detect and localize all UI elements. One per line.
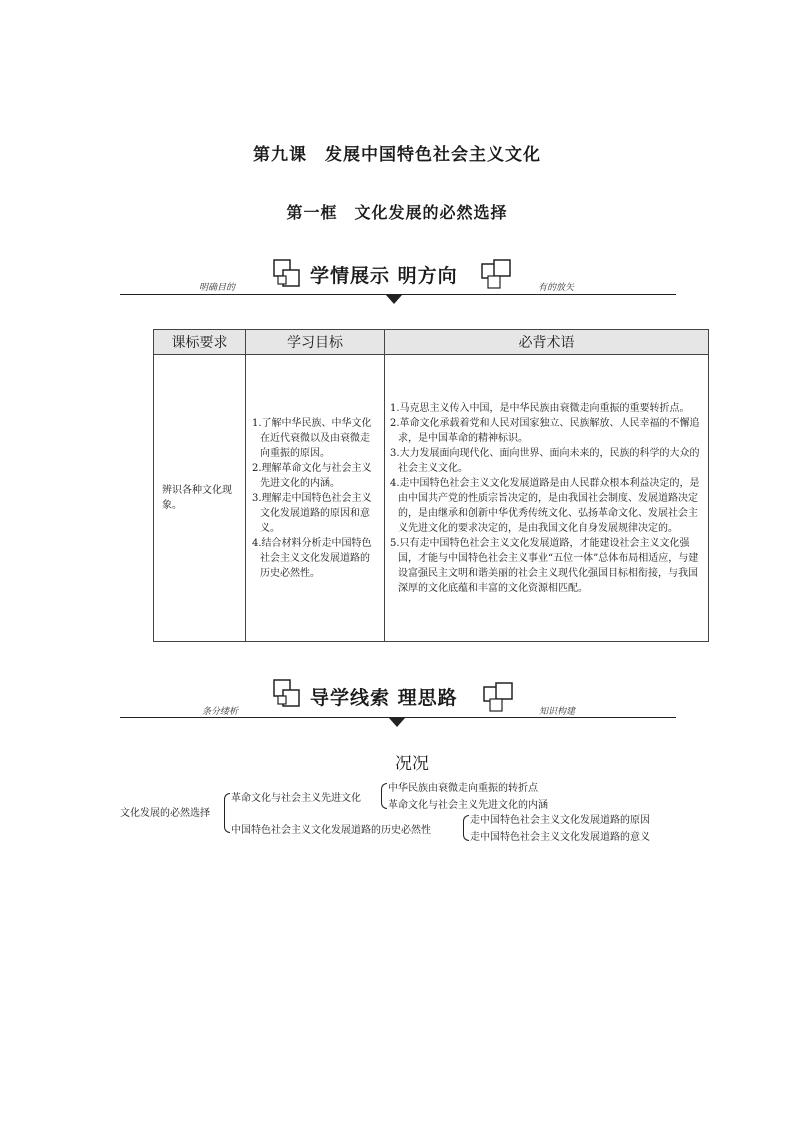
banner-heading: 学情展示 明方向 bbox=[310, 265, 458, 287]
banner-right-squares-icon bbox=[482, 681, 516, 715]
goal-item: 4.结合材料分析走中国特色社会主义文化发展道路的历史必然性。 bbox=[252, 537, 372, 579]
mindmap-root: 文化发展的必然选择 bbox=[120, 808, 210, 819]
knowledge-mindmap bbox=[0, 745, 794, 855]
standard-cell: 辨识各种文化现象。 bbox=[154, 355, 246, 642]
banner-learning-situation bbox=[0, 255, 794, 305]
banner-right-note: 知识构建 bbox=[539, 707, 576, 717]
mindmap-leaf: 中华民族由衰微走向重振的转折点 bbox=[388, 783, 538, 794]
mindmap-brace bbox=[381, 783, 387, 809]
header-goals: 学习目标 bbox=[246, 330, 385, 355]
learning-goals-table bbox=[153, 329, 709, 642]
terms-cell bbox=[385, 355, 709, 642]
mindmap-brace bbox=[224, 793, 230, 833]
banner-pointer bbox=[386, 295, 402, 304]
lesson-title: 第九课 发展中国特色社会主义文化 bbox=[253, 145, 541, 165]
banner-right-squares-icon bbox=[480, 258, 514, 292]
banner-left-squares-icon bbox=[272, 678, 302, 710]
goal-item: 2.理解革命文化与社会主义先进文化的内涵。 bbox=[252, 462, 372, 489]
banner-left-note: 条分缕析 bbox=[202, 707, 239, 717]
banner-pointer bbox=[389, 718, 405, 727]
mindmap-branch: 革命文化与社会主义先进文化 bbox=[231, 793, 361, 804]
header-standard: 课标要求 bbox=[154, 330, 246, 355]
goal-item: 1.了解中华民族、中华文化在近代衰微以及由衰微走向重振的原因。 bbox=[252, 417, 372, 459]
section-title: 第一框 文化发展的必然选择 bbox=[286, 203, 508, 222]
header-terms: 必背术语 bbox=[385, 330, 709, 355]
mindmap-branch: 中国特色社会主义文化发展道路的历史必然性 bbox=[231, 825, 431, 836]
term-item: 3.大力发展面向现代化、面向世界、面向未来的，民族的科学的大众的社会主义文化。 bbox=[390, 447, 700, 474]
mindmap-label-top: 况况 bbox=[395, 754, 429, 774]
goals-cell bbox=[246, 355, 385, 642]
banner-heading: 导学线索 理思路 bbox=[310, 687, 458, 709]
banner-left-squares-icon bbox=[272, 258, 302, 290]
term-item: 5.只有走中国特色社会主义文化发展道路，才能建设社会主义文化强国，才能与中国特色社会主义事业“五位一体”总体布局相适应，与建设富强民主文明和谐美丽的社会主义现代化强国目标相衔接，与我国深厚的文化底蕴和丰富的文化资源相匹配。 bbox=[390, 537, 699, 594]
banner-left-note: 明确目的 bbox=[199, 283, 236, 293]
mindmap-leaf: 革命文化与社会主义先进文化的内涵 bbox=[388, 800, 548, 811]
banner-study-guide bbox=[0, 675, 794, 725]
mindmap-leaf: 走中国特色社会主义文化发展道路的原因 bbox=[470, 815, 650, 826]
banner-right-note: 有的放矢 bbox=[538, 283, 575, 293]
mindmap-brace bbox=[463, 815, 469, 841]
mindmap-leaf: 走中国特色社会主义文化发展道路的意义 bbox=[470, 832, 650, 843]
goal-item: 3.理解走中国特色社会主义文化发展道路的原因和意义。 bbox=[252, 492, 372, 534]
term-item: 1.马克思主义传入中国，是中华民族由衰微走向重振的重要转折点。 bbox=[390, 402, 690, 414]
term-item: 4.走中国特色社会主义文化发展道路是由人民群众根本利益决定的，是由中国共产党的性质宗旨决定的，是由我国社会制度、发展道路决定的，是由继承和创新中华优秀传统文化、弘扬革命文化、发展社会主义先进文化的要求决定的，是由我国文化自身发展规律决定的。 bbox=[390, 477, 700, 534]
term-item: 2.革命文化承载着党和人民对国家独立、民族解放、人民幸福的不懈追求，是中国革命的精神标识。 bbox=[390, 417, 700, 444]
